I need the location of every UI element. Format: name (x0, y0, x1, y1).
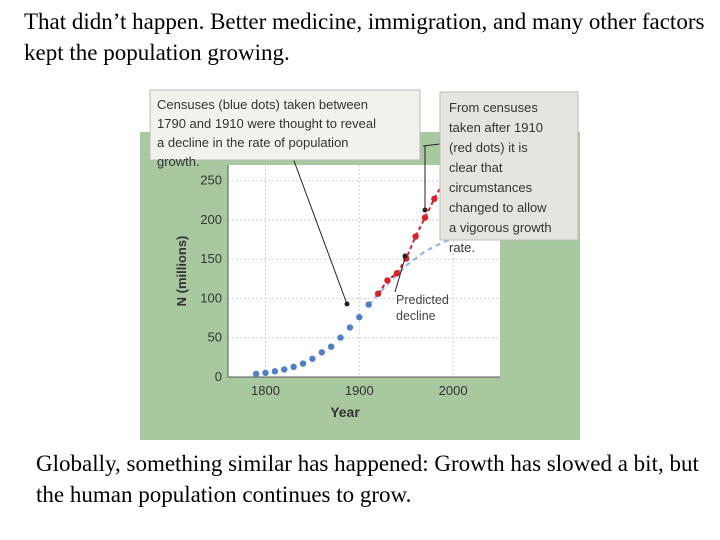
slide-bottom-text: Globally, something similar has happened: Growth has slowed a bit, but the human population continues to grow. (36, 451, 699, 507)
blue-census-dot (365, 301, 371, 307)
blue-census-dot (253, 371, 259, 377)
blue-census-dot (309, 356, 315, 362)
y-tick-label: 250 (200, 172, 222, 188)
red-census-dot (412, 233, 418, 239)
y-axis-label: N (millions) (174, 235, 189, 307)
blue-census-dot (356, 314, 362, 320)
red-callout-text: From censuses taken after 1910 (red dots) it is clear that circumstances changed to allow a vigorous growth rate. (449, 100, 552, 255)
blue-census-dot (281, 366, 287, 372)
blue-census-dot (337, 334, 343, 340)
y-tick-label: 0 (214, 369, 222, 384)
y-tick-label: 200 (200, 211, 222, 227)
y-tick-label: 50 (207, 329, 222, 345)
y-tick-label: 100 (200, 290, 222, 306)
predicted-decline-label: Predicted decline (396, 293, 449, 323)
population-figure (140, 80, 580, 440)
x-tick-label: 2000 (438, 383, 468, 398)
blue-callout-text: Censuses (blue dots) taken between 1790 and 1910 were thought to reveal a decline in the rate of population growth. (157, 97, 377, 169)
x-axis-label: Year (330, 404, 360, 420)
blue-census-dot (328, 343, 334, 349)
pointer-dot (403, 254, 408, 259)
blue-census-dot (272, 368, 278, 374)
blue-census-dot (319, 349, 325, 355)
red-census-dot (394, 270, 400, 276)
y-tick-label: 150 (200, 251, 222, 267)
blue-census-dot (262, 370, 268, 376)
blue-census-dot (347, 324, 353, 330)
population-chart (140, 80, 580, 440)
red-census-dot (375, 291, 381, 297)
blue-census-dot (290, 364, 296, 370)
x-tick-label: 1900 (344, 383, 374, 398)
x-tick-label: 1800 (251, 383, 280, 398)
red-census-dot (384, 277, 390, 283)
blue-census-dot (300, 360, 306, 366)
red-census-dot (422, 214, 428, 220)
pointer-dot (423, 208, 428, 213)
red-census-dot (431, 196, 437, 202)
slide-top-text: That didn’t happen. Better medicine, immigration, and many other factors kept the population growing. (24, 9, 705, 65)
